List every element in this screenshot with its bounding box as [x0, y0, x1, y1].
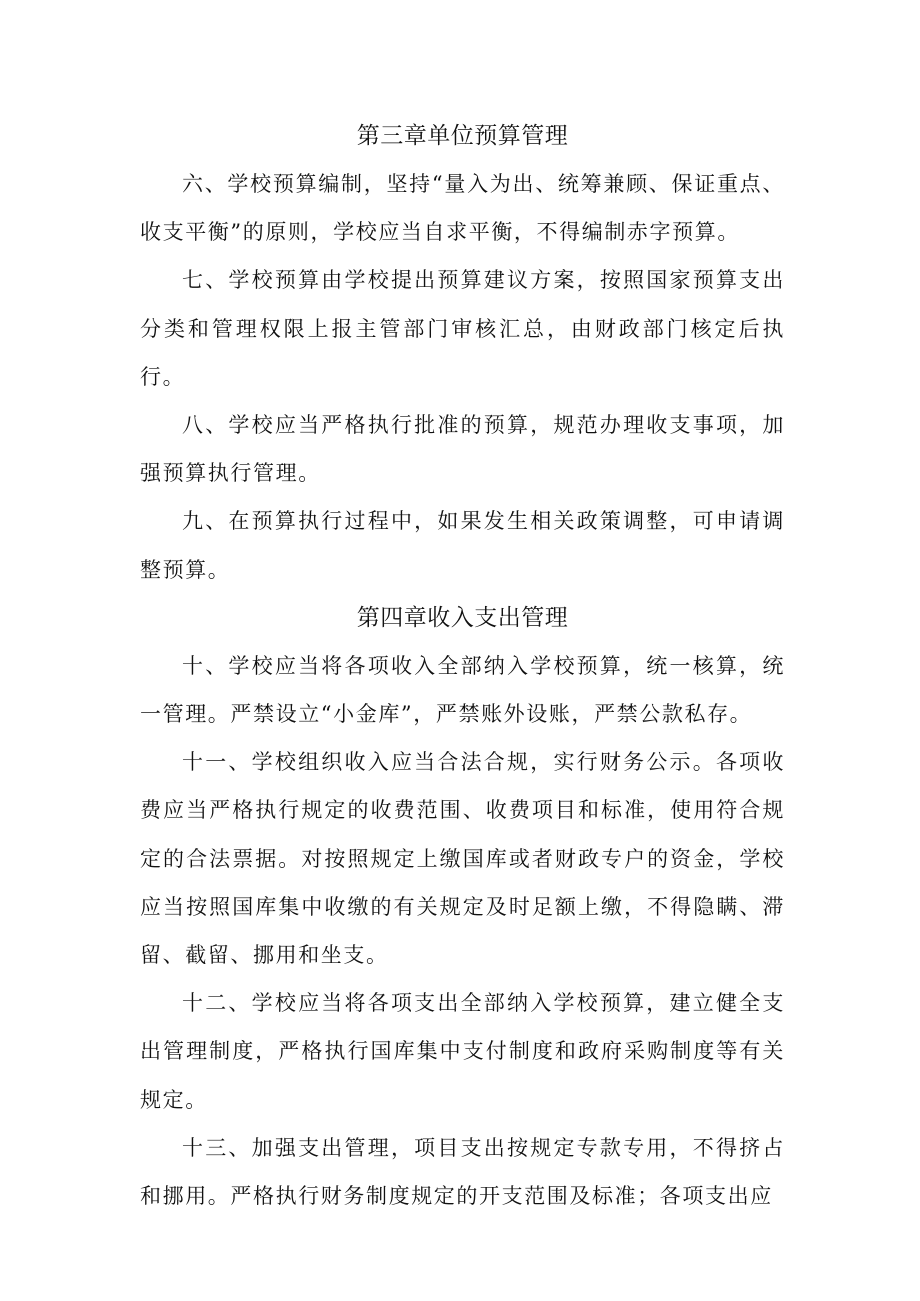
chapter-3-title: 第三章单位预算管理: [356, 123, 569, 149]
article-9: 九、在预算执行过程中，如果发生相关政策调整，可申请调整预算。: [140, 509, 785, 582]
article-12: 十二、学校应当将各项支出全部纳入学校预算，建立健全支出管理制度，严格执行国库集中支付制度和政府采购制度等有关规定。: [140, 991, 785, 1112]
chapter-4: [140, 594, 785, 1220]
document-page: [140, 112, 785, 1220]
article-6: 六、学校预算编制，坚持“量入为出、统筹兼顾、保证重点、收支平衡”的原则，学校应当自求平衡，不得编制赤字预算。: [140, 172, 785, 245]
chapter-4-title: 第四章收入支出管理: [356, 604, 569, 631]
article-7: 七、学校预算由学校提出预算建议方案，按照国家预算支出分类和管理权限上报主管部门审核汇总，由财政部门核定后执行。: [140, 268, 785, 389]
chapter-3: [140, 112, 785, 594]
article-10: 十、学校应当将各项收入全部纳入学校预算，统一核算，统一管理。严禁设立“小金库”，严禁账外设账，严禁公款私存。: [140, 653, 785, 727]
article-8: 八、学校应当严格执行批准的预算，规范办理收支事项，加强预算执行管理。: [140, 413, 785, 486]
article-11: 十一、学校组织收入应当合法合规，实行财务公示。各项收费应当严格执行规定的收费范围、收费项目和标准，使用符合规定的合法票据。对按照规定上缴国库或者财政专户的资金，学校应当按照国库集中收缴的有关规定及时足额上缴，不得隐瞒、滞留、截留、挪用和坐支。: [140, 750, 785, 968]
article-13: 十三、加强支出管理，项目支出按规定专款专用，不得挤占和挪用。严格执行财务制度规定的开支范围及标准；各项支出应: [140, 1135, 785, 1209]
